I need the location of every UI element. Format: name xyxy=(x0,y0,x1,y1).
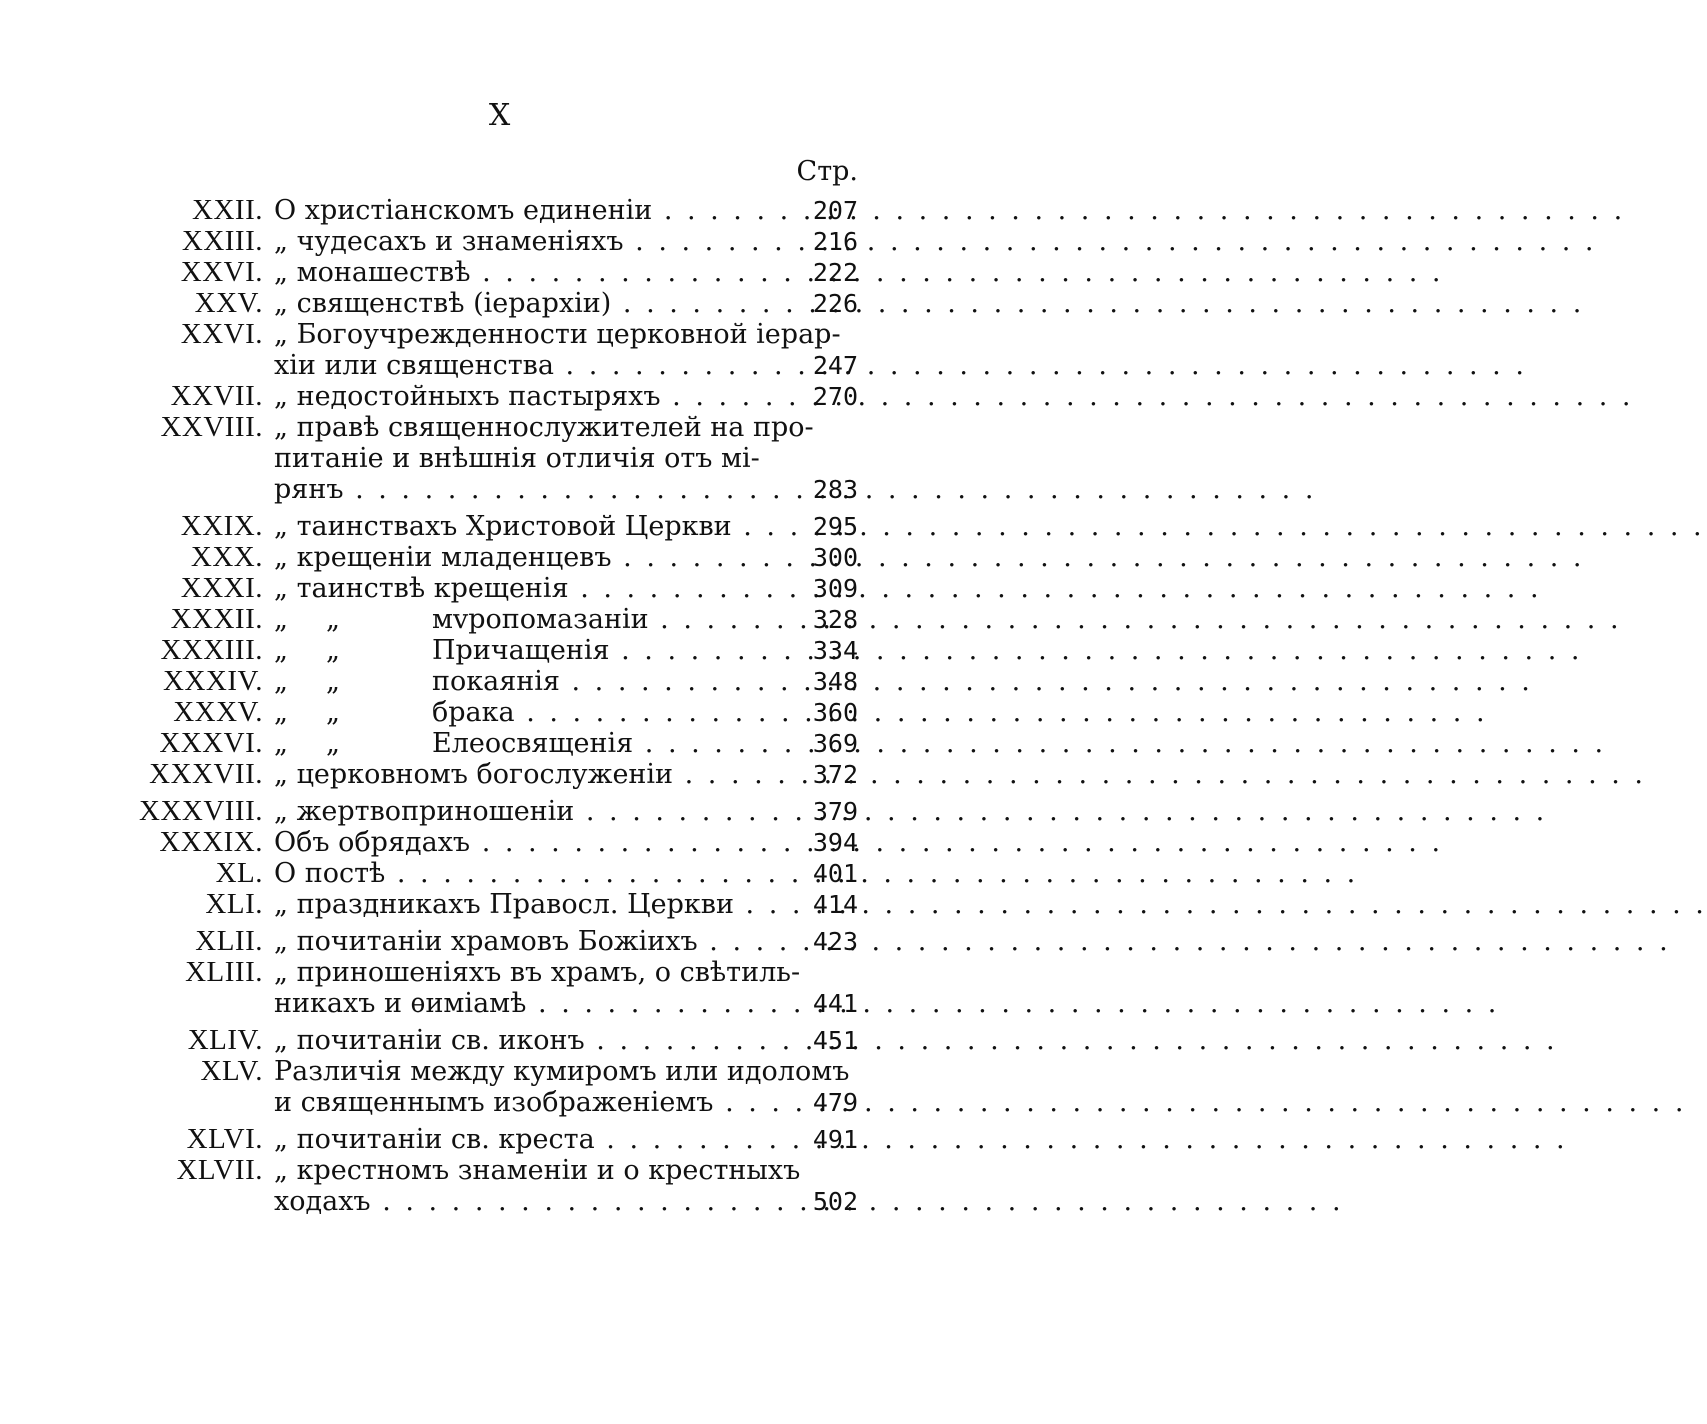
page-reference: 401 xyxy=(812,859,858,888)
chapter-numeral: XLIV. xyxy=(187,1024,263,1056)
toc-entry xyxy=(0,889,1000,920)
chapter-title-continued: хіи или священства . . . xyxy=(274,350,774,381)
toc-entry xyxy=(0,1124,1000,1155)
chapter-numeral: XLI. xyxy=(205,888,263,920)
ditto-mark: „ xyxy=(326,604,340,635)
chapter-title: „ священствѣ (іерархіи) . . . xyxy=(274,288,774,319)
chapter-title: брака xyxy=(432,697,515,728)
chapter-title: мvропомазаніи xyxy=(432,604,649,635)
chapter-numeral: XLV. xyxy=(200,1055,263,1087)
toc-entry xyxy=(0,1025,1000,1056)
toc-entry xyxy=(0,257,1000,288)
ditto-mark: „ xyxy=(326,697,340,728)
page-reference: 441 xyxy=(812,989,858,1018)
toc-entry xyxy=(0,635,1000,666)
page-reference: 451 xyxy=(812,1026,858,1055)
chapter-numeral: XL. xyxy=(215,857,263,889)
toc-entry xyxy=(0,728,1000,759)
page-reference: 423 xyxy=(812,927,858,956)
chapter-title: Объ обрядахъ . . . xyxy=(274,827,774,858)
chapter-numeral: XXIX. xyxy=(180,510,263,542)
chapter-numeral: XXXI. xyxy=(180,572,263,604)
chapter-title: О христіанскомъ единеніи . . . xyxy=(274,195,774,226)
page-reference: 300 xyxy=(812,543,858,572)
ditto-mark: „ xyxy=(326,666,340,697)
ditto-mark: „ xyxy=(274,697,288,728)
toc-entry xyxy=(0,573,1000,604)
page-reference: 207 xyxy=(812,196,858,225)
chapter-numeral: XXXVII. xyxy=(149,758,263,790)
toc-entry xyxy=(0,858,1000,889)
page-reference: 502 xyxy=(812,1187,858,1216)
chapter-title: „ правѣ священнослужителей на про- xyxy=(274,412,814,443)
chapter-numeral: XXV. xyxy=(194,287,263,319)
page-reference: 414 xyxy=(812,890,858,919)
page-reference: 309 xyxy=(812,574,858,603)
ditto-mark: „ xyxy=(274,635,288,666)
ditto-mark: „ xyxy=(274,728,288,759)
page-reference: 360 xyxy=(812,698,858,727)
ditto-mark: „ xyxy=(274,666,288,697)
ditto-mark: „ xyxy=(274,604,288,635)
chapter-title: „ монашествѣ . . . xyxy=(274,257,774,288)
chapter-numeral: XXXV. xyxy=(173,696,263,728)
chapter-title: „ почитаніи св. креста . . . xyxy=(274,1124,774,1155)
chapter-title: „ Богоучрежденности церковной іерар- xyxy=(274,319,841,350)
chapter-numeral: XLIII. xyxy=(185,956,263,988)
chapter-numeral: XXXII. xyxy=(170,603,263,635)
page-reference: 334 xyxy=(812,636,858,665)
page-reference: 270 xyxy=(812,382,858,411)
toc-entry xyxy=(0,542,1000,573)
chapter-title: Различія между кумиромъ или идоломъ xyxy=(274,1056,850,1087)
chapter-title: „ крестномъ знаменіи и о крестныхъ xyxy=(274,1155,801,1186)
toc-entry xyxy=(0,604,1000,635)
chapter-title: „ чудесахъ и знаменіяхъ . . . xyxy=(274,226,774,257)
toc-entry xyxy=(0,226,1000,257)
toc-entry xyxy=(0,195,1000,226)
chapter-numeral: XLVI. xyxy=(186,1123,263,1155)
chapter-title-continued: и священнымъ изображеніемъ . . . xyxy=(274,1087,774,1118)
page-reference: 394 xyxy=(812,828,858,857)
chapter-numeral: XXXIV. xyxy=(163,665,263,697)
page-reference: 328 xyxy=(812,605,858,634)
toc-entry xyxy=(0,759,1000,790)
ditto-mark: „ xyxy=(326,635,340,666)
chapter-title: покаянія xyxy=(432,666,560,697)
page-reference: 348 xyxy=(812,667,858,696)
chapter-title-continued: ходахъ . . . xyxy=(274,1186,774,1217)
chapter-title: „ жертвоприношеніи . . . xyxy=(274,796,774,827)
chapter-numeral: XXIII. xyxy=(181,225,263,257)
chapter-numeral: XXXIII. xyxy=(160,634,263,666)
toc-entry xyxy=(0,412,1000,505)
chapter-numeral: XXVII. xyxy=(170,380,263,412)
page-reference: 491 xyxy=(812,1125,858,1154)
table-of-contents xyxy=(0,195,1000,1217)
chapter-numeral: XXX. xyxy=(190,541,263,573)
chapter-title-continued: никахъ и ѳиміамѣ . . . xyxy=(274,988,774,1019)
page-column-heading: Стр. xyxy=(796,156,858,187)
toc-entry xyxy=(0,1155,1000,1217)
toc-entry xyxy=(0,319,1000,381)
page-reference: 369 xyxy=(812,729,858,758)
chapter-numeral: XXXIX. xyxy=(159,826,263,858)
toc-entry xyxy=(0,957,1000,1019)
page-reference: 216 xyxy=(812,227,858,256)
chapter-title: „ недостойныхъ пастыряхъ . . . xyxy=(274,381,774,412)
ditto-mark: „ xyxy=(326,728,340,759)
chapter-title: „ приношеніяхъ въ храмъ, о свѣтиль- xyxy=(274,957,801,988)
chapter-numeral: XXVIII. xyxy=(160,411,263,443)
chapter-title: „ таинствѣ крещенія . . . xyxy=(274,573,774,604)
toc-entry xyxy=(0,666,1000,697)
page-reference: 372 xyxy=(812,760,858,789)
toc-entry xyxy=(0,381,1000,412)
chapter-numeral: XXII. xyxy=(192,194,263,226)
page-reference: 479 xyxy=(812,1088,858,1117)
page-reference: 379 xyxy=(812,797,858,826)
page-reference: 247 xyxy=(812,351,858,380)
page-number: X xyxy=(488,98,512,133)
page-reference: 226 xyxy=(812,289,858,318)
toc-entry xyxy=(0,796,1000,827)
chapter-numeral: XLII. xyxy=(195,925,263,957)
chapter-numeral: XXVI. xyxy=(180,256,263,288)
chapter-title: „ праздникахъ Правосл. Церкви . . . xyxy=(274,889,774,920)
chapter-title: Елеосвященія xyxy=(432,728,634,759)
page-reference: 283 xyxy=(812,475,858,504)
toc-entry xyxy=(0,511,1000,542)
chapter-title: „ крещеніи младенцевъ . . . xyxy=(274,542,774,573)
chapter-numeral: XLVII. xyxy=(176,1154,263,1186)
toc-entry xyxy=(0,288,1000,319)
chapter-title: „ почитаніи храмовъ Божіихъ . . . xyxy=(274,926,774,957)
chapter-title: Причащенія xyxy=(432,635,610,666)
chapter-numeral: XXVI. xyxy=(180,318,263,350)
chapter-title: „ таинствахъ Христовой Церкви . . . xyxy=(274,511,774,542)
chapter-title: „ церковномъ богослуженіи . . . xyxy=(274,759,774,790)
chapter-numeral: XXXVI. xyxy=(159,727,263,759)
chapter-title-continued: рянъ . . . xyxy=(274,474,774,505)
page-reference: 295 xyxy=(812,512,858,541)
toc-entry xyxy=(0,1056,1000,1118)
chapter-numeral: XXXVIII. xyxy=(139,795,263,827)
toc-entry xyxy=(0,926,1000,957)
page-reference: 222 xyxy=(812,258,858,287)
chapter-title: „ почитаніи св. иконъ . . . xyxy=(274,1025,774,1056)
toc-entry xyxy=(0,827,1000,858)
chapter-title: О постѣ . . . xyxy=(274,858,774,889)
toc-entry xyxy=(0,697,1000,728)
chapter-title-continued: питаніе и внѣшнія отличія отъ мі- xyxy=(274,443,760,474)
